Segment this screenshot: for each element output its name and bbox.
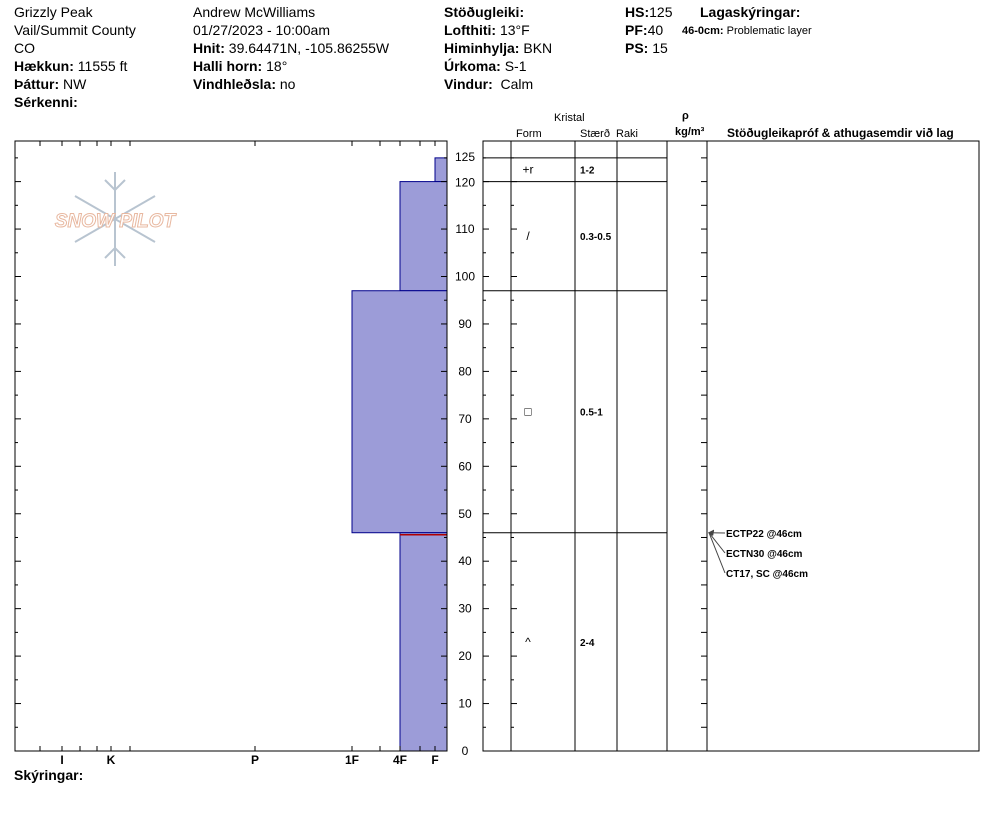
crystal-table [483,141,979,751]
moisture-header: Raki [616,128,639,140]
density-unit-header: kg/m³ [675,126,705,138]
stability-test-1: ECTP22 @46cm [726,529,802,540]
depth-label-10: 10 [458,696,472,711]
grain-form-symbol-3: □ [524,404,532,419]
grain-size-3: 0.5-1 [580,407,603,419]
layer-note-range: 46-0cm: [682,25,724,37]
depth-label-90: 90 [458,316,472,331]
hardness-label-4f: 4F [392,753,408,767]
depth-label-50: 50 [458,506,472,521]
grain-size-2: 0.3-0.5 [580,232,612,244]
slope-value: 18° [266,58,288,74]
precip-value: S-1 [504,58,527,74]
crystal-header: Kristal [554,112,585,124]
hardness-tick-labels [60,753,438,767]
grain-form-symbol-1: +r [522,162,534,177]
aspect-label: Þáttur: [14,76,60,92]
depth-label-110: 110 [455,222,475,237]
layer-bars [352,158,447,751]
layer-bar-3 [352,291,447,533]
sky-label: Himinhylja: [444,40,520,56]
rho-header: ρ [682,110,689,122]
depth-label-100: 100 [454,269,476,284]
logo-text: SNOW PILOT [54,211,176,232]
grain-size-4: 2-4 [580,637,595,649]
depth-label-80: 80 [458,364,472,379]
form-header: Form [516,128,542,140]
ps-label: PS: [625,40,649,56]
elevation-value: 11555 ft [77,58,128,74]
aspect-value: NW [63,76,87,92]
pf-label: PF: [625,22,648,38]
stability-tests [708,529,808,580]
observation-datetime: 01/27/2023 - 10:00am [193,22,330,38]
stability-test-2: ECTN30 @46cm [726,549,803,560]
hardness-label-f: F [431,753,439,767]
layer-bar-2 [400,182,447,291]
layer-note-text: Problematic layer [726,25,812,37]
grain-form-symbol-4: ^ [525,634,531,649]
test-arrow-3 [709,533,725,573]
features-label: Sérkenni: [14,94,78,110]
stability-test-3: CT17, SC @46cm [726,569,809,580]
coords-value: 39.64471N, -105.86255W [228,40,390,56]
depth-label-20: 20 [458,649,472,664]
air-temp-label: Lofthiti: [444,22,497,38]
depth-label-0: 0 [461,744,469,758]
depth-label-120: 120 [454,175,476,190]
ps-value: 15 [652,40,668,56]
wind-label: Vindur: [444,76,493,92]
elevation-label: Hækkun: [14,58,74,74]
pf-value: 40 [647,22,664,38]
grain-size-1: 1-2 [580,165,595,177]
test-arrow-2 [709,533,725,553]
hardness-label-1f: 1F [344,753,360,767]
stability-label: Stöðugleiki: [444,4,525,20]
wind-value: Calm [500,76,534,92]
grain-form-symbol-2: / [526,229,530,244]
layer-notes-label: Lagaskýringar: [700,4,801,20]
state-name: CO [14,40,35,56]
size-header: Stærð [580,128,610,140]
tests-header: Stöðugleikapróf & athugasemdir við lag [727,126,954,140]
precip-label: Úrkoma: [444,58,501,74]
hs-value: 125 [649,4,673,20]
depth-label-70: 70 [458,411,472,426]
notes-label: Skýringar: [14,767,84,783]
depth-label-60: 60 [458,459,472,474]
layer-bar-1 [435,158,447,182]
location-name: Grizzly Peak [14,4,93,20]
slope-label: Halli horn: [193,58,263,74]
hardness-label-i: I [60,753,64,767]
air-temp-value: 13°F [499,22,530,38]
snowpilot-logo [55,172,177,266]
layer-bar-4 [400,533,447,751]
hardness-label-k: K [106,753,116,767]
depth-label-40: 40 [458,554,472,569]
wind-loading-value: no [279,76,296,92]
sky-value: BKN [523,40,553,56]
observer-name: Andrew McWilliams [193,4,316,20]
depth-label-30: 30 [458,601,472,616]
wind-loading-label: Vindhleðsla: [193,76,276,92]
hardness-label-p: P [250,753,260,767]
area-name: Vail/Summit County [14,22,136,38]
hs-label: HS: [625,4,650,20]
coords-label: Hnit: [193,40,225,56]
depth-label-125: 125 [454,149,476,164]
